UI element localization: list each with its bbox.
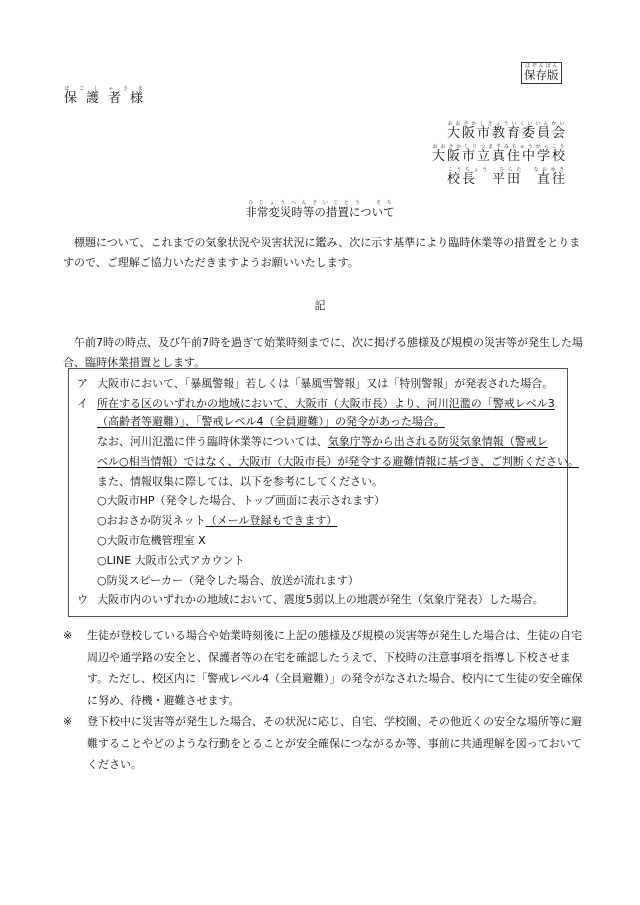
sender-school-ruby: おおさかしりつますみちゅうがっこう [431,144,567,150]
source-item [77,552,581,570]
criterion-a-text: 大阪市において、「暴風警報」若しくは「暴風雪警報」又は「特別警報」が発表された場合。 [97,377,554,390]
source-speaker: ○防災スピーカー（発令した場合、放送が流れます） [97,574,359,587]
note-item [63,625,583,711]
note-item [63,711,583,776]
criterion-a [77,375,561,393]
document-title-text: 非常変災時等の措置について [245,205,395,219]
criterion-i-note [77,433,581,451]
source-line: ○LINE 大阪市公式アカウント [97,554,245,567]
sender-school [432,144,567,167]
document-title [0,200,640,222]
source-item [77,572,581,590]
criteria-box [68,368,579,617]
sender-org-text: 大阪市教育委員会 [446,126,567,141]
criterion-i-cont [77,413,581,431]
source-bosai-net: ○おおさか防災ネット [97,514,206,527]
ki-heading: 記 [314,299,326,312]
archive-badge [521,62,562,84]
condition-paragraph [63,333,583,373]
criterion-i-line1: 所在する区のいずれかの地域において、大阪市（大阪市長）より、河川氾濫の「警戒レベル3 [97,397,555,410]
criterion-i-mark: イ [77,397,88,410]
sender-block [432,121,567,190]
sender-org-ruby: おおさかしきょういくいいんかい [446,121,567,127]
condition-text: 午前7時の時点、及び午前7時を過ぎて始業時刻までに、次に掲げる態様及び規模の災害等が発生した場合、臨時休業措置とします。 [63,336,583,369]
sender-principal-text: 校長 平田 直往 [446,172,567,187]
criterion-i-note-pre: なお、河川氾濫に伴う臨時休業等については、 [97,435,328,448]
sender-school-text: 大阪市立真住中学校 [431,149,567,164]
note-text: 登下校中に災害等が発生した場合、その状況に応じ、自宅、学校園、その他近くの安全な場所等に避難することやどのような行動をとることが安全確保につながるか等、事前に共通理解を図っておいてください。 [87,715,582,771]
criterion-u [77,591,561,609]
criterion-i-note-underlined: 気象庁等から出される防災気象情報（警戒レ [327,435,548,448]
notes-section [63,625,583,776]
criterion-u-mark: ウ [77,593,88,606]
intro-paragraph [63,233,583,273]
info-intro-text: また、情報収集に際しては、以下を参考にしてください。 [97,475,383,488]
source-crisis-x: ○大阪市危機管理室 X [97,534,206,547]
criterion-i [77,395,561,413]
source-item [77,492,581,510]
criterion-u-text: 大阪市内のいずれかの地域において、震度5弱以上の地震が発生（気象庁発表）した場合。 [97,593,544,606]
criterion-i-line2: （高齢者等避難）」、「警戒レベル4（全員避難）」の発令があった場合。 [97,415,445,428]
note-text: 生徒が登校している場合や始業時刻後に上記の態様及び規模の災害等が発生した場合は、生徒の自宅周辺や通学路の安全と、保護者等の在宅を確認したうえで、下校時の注意事項を指導し下校させます。ただし、校区内に「警戒レベル4（全員避難）」の発令がなされた場合、校内にて生徒の安全確保に努め、待機・避難させます。 [87,629,583,707]
criterion-i-note-cont [77,453,581,471]
sender-principal [432,167,567,190]
archive-badge-ruby: ほぞんばん [524,63,559,69]
source-osaka-hp: ○大阪市HP（発令した場合、トップ画面に表示されます） [97,494,386,507]
note-mark: ※ [63,629,73,642]
addressee-text: 保護者様 [64,91,153,106]
addressee-ruby: ほごしゃさま [64,86,153,92]
source-item [77,532,581,550]
criterion-a-mark: ア [77,377,88,390]
source-item [77,512,581,530]
archive-badge-label: 保存版 [524,68,559,82]
criterion-i-note-line2: ベル○相当情報）ではなく、大阪市（大阪市長）が発令する避難情報に基づき、ご判断ください。 [97,455,579,468]
addressee [64,86,152,111]
sender-principal-ruby: こうちょう ひらた なおゆき [446,167,567,173]
document-title-ruby: ひじょうへんさいじとう そち [245,200,395,206]
sender-org [432,121,567,144]
intro-text: 標題について、これまでの気象状況や災害状況に鑑み、次に示す基準により臨時休業等の措置をとりますので、ご理解ご協力いただきますようお願いいたします。 [63,236,581,269]
info-intro [77,473,581,491]
note-mark: ※ [63,715,73,728]
source-bosai-net-note: （メール登録もできます） [205,514,338,527]
